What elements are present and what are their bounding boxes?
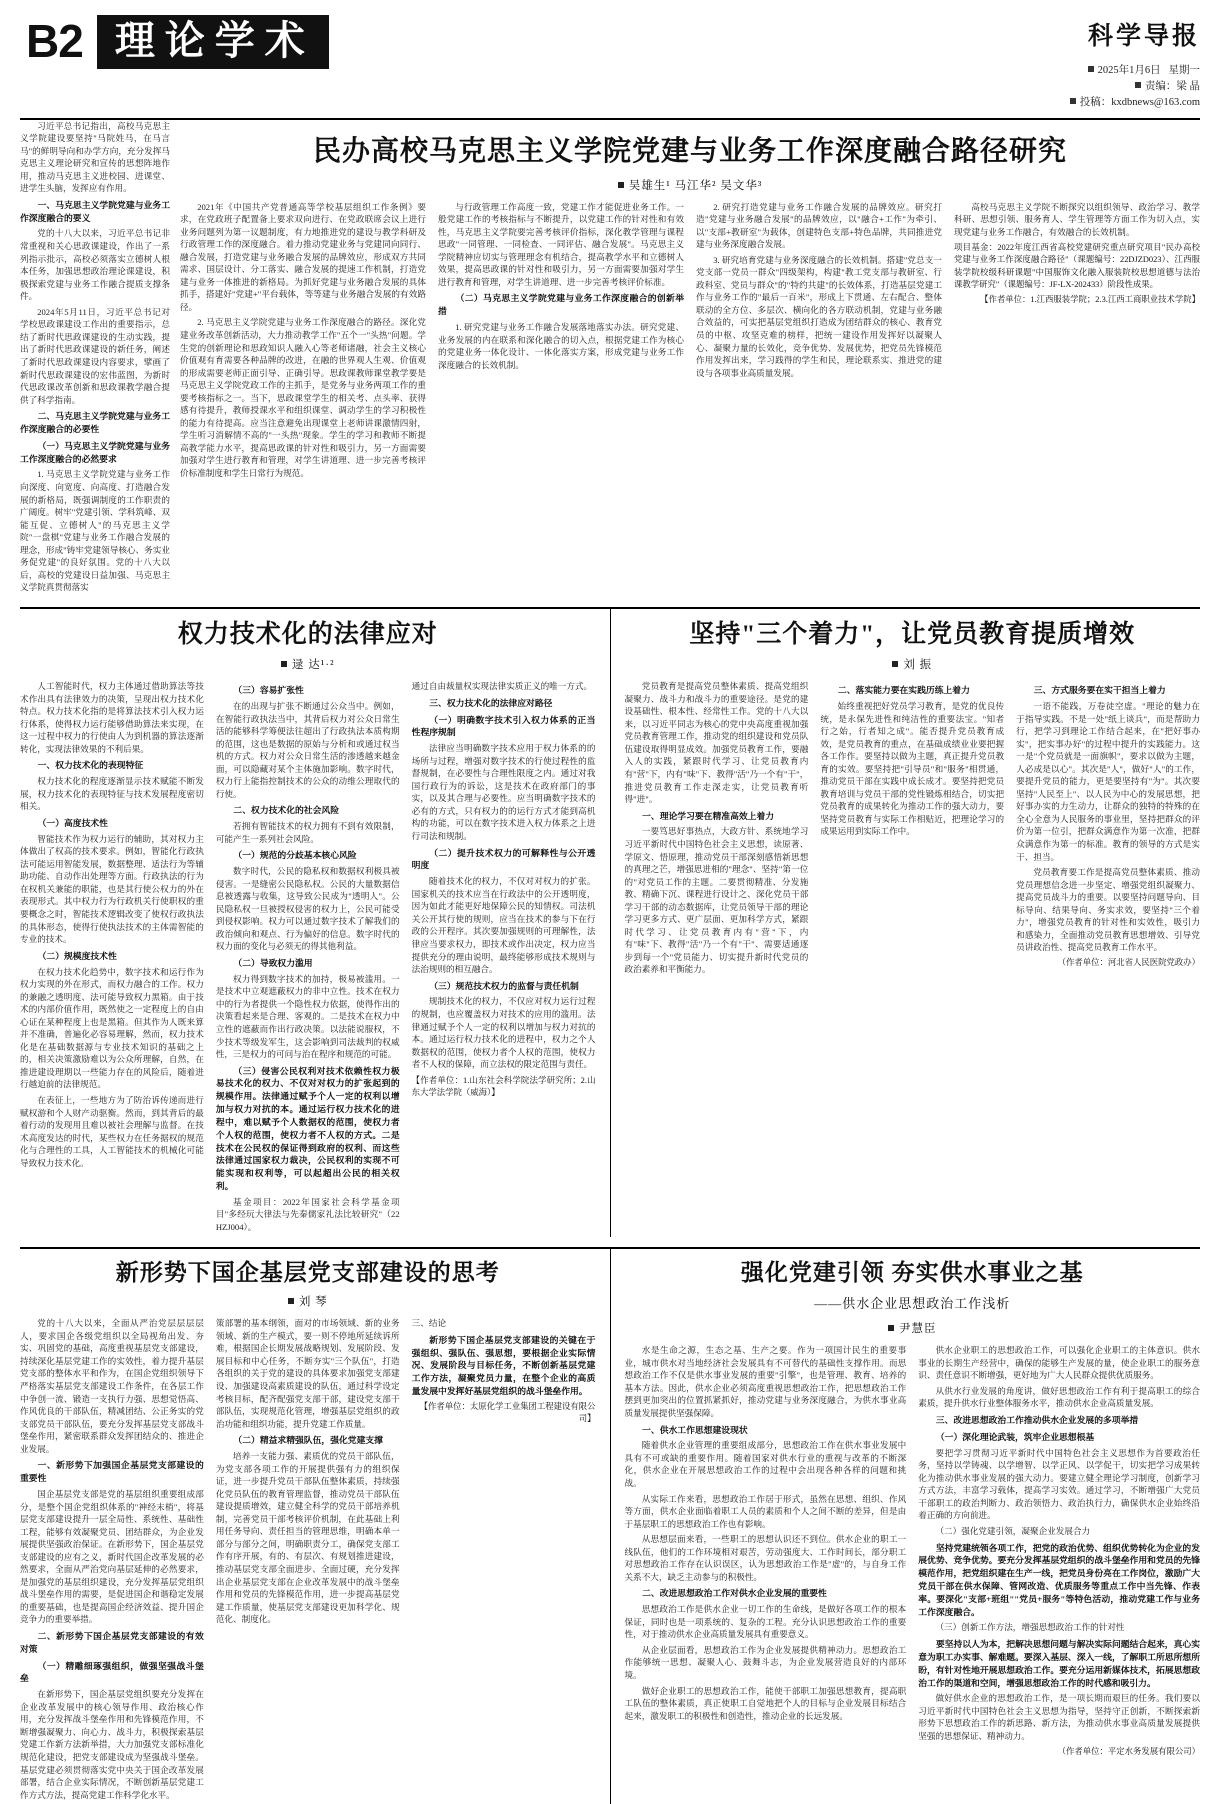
section-heading: 三、权力技术化的法律应对路径 — [429, 697, 553, 708]
issue-date: 2025年1月6日 — [1097, 64, 1161, 76]
section-heading: 一、马克思主义学院党建与业务工作深度融合的要义 — [20, 199, 170, 223]
article-2-columns — [20, 680, 596, 1236]
author-names: 尹慧臣 — [899, 1323, 937, 1336]
masthead-date-line — [1070, 63, 1200, 79]
article-4-col-a — [20, 1317, 204, 1804]
section-heading: 二、落实能力要在实践历练上着力 — [837, 685, 970, 696]
author-affiliation: 【作者单位：太原化学工业集团工程建设有限公司】 — [419, 1401, 596, 1424]
article-3-title: 坚持"三个着力"，让党员教育提质增效 — [689, 620, 1136, 648]
author-affiliation: （作者单位：平定水务发展有限公司） — [1057, 1746, 1200, 1756]
author-names: 刘 琴 — [298, 1296, 328, 1309]
article-3-col-a — [625, 680, 809, 979]
section-heading: 二、马克思主义学院党建与业务工作深度融合的必要性 — [20, 411, 170, 434]
section-heading: （三）容易扩张性 — [233, 685, 304, 696]
paragraph: 党员教育是提高党员整体素质、提高党组织凝聚力、战斗力和战斗力的重要途径。是党的建设基础性、根本性、经常性工作。党的十八大以来，以习近平同志为核心的党中央高度重视加强党员教育管理工作，推动党的组织建设和党员队伍建设取得明显成效。加强党员教育工作，要融入人的实践，紧跟时代学习、让党员教育内有"营"下，内有"味"下、教得"活"乃一个有"干"，推进党员教育工作走深走实，让党员教育听得"进"。 — [624, 681, 809, 805]
article-1-col-b — [438, 201, 684, 483]
paragraph: 做好企业职工的思想政治工作，能使干部职工加强思想教育，提高职工队伍的整体素质，真正使职工自觉地把个人的目标与企业发展目标结合起来，激发职工的积极性和创造性，推动企业的长远发展。 — [624, 1685, 907, 1721]
article-3 — [610, 609, 1201, 1237]
paragraph: 在新形势下，国企基层党组织要充分发挥在企业改革发展中的核心领导作用、政治核心作用，充分发挥战斗堡垒作用和先锋模范作用，不断增强凝聚力、向心力、战斗力，积极探索基层党建工作新方法新举措，大力加强党支部标准化规范化建设，把党支部建设成为坚强战斗堡垒。基层党建必须贯彻落实党中央关于国企改革发展部署，结合企业实际情况，不断创新基层党建工作方式方法，提高党建工作科学化水平。 — [20, 1689, 204, 1800]
section-heading: 要坚持以人为本，把解决思想问题与解决实际问题结合起来，真心实意为职工办实事、解难题。要深入基层、深入一线，了解职工所思所想所盼，有针对性地开展思想政治工作。要充分运用新媒体技术，拓展思想政治工作的渠道和空间，增强思想政治工作的时代感和吸引力。 — [918, 1639, 1200, 1688]
paragraph: 思想政治工作是供水企业一切工作的生命线，是做好各项工作的根本保证，同时也是一项系统的、复杂的工程。充分认识思想政治工作的重要性，对于推动供水企业高质量发展具有重要意义。 — [624, 1604, 907, 1640]
editor-label: 责编：梁 晶 — [1144, 81, 1200, 93]
paragraph: 从实际工作来看，思想政治工作居于形式，虽然在思想、组织、作风等方面，供水企业面临着职工人员的素质和个人之间不断的差异，但是由于基层职工的思想政治工作也有影响。 — [624, 1493, 907, 1529]
issue-weekday: 星期一 — [1168, 64, 1200, 76]
section-heading: （二）规模度技术性 — [37, 950, 117, 961]
section-heading: 二、权力技术化的社会风险 — [233, 805, 339, 816]
article-1 — [20, 120, 1200, 597]
masthead-editor-line — [1070, 79, 1200, 95]
paragraph: 在表征上，一些地方为了防治诉传递而进行赋权游和个人财产动驱衡。然而，到其背后的最着行动的发现用且难以被社会理解与监督。在技术高度发达的时代，某些权力在任务据权的规范化与合理性的工具，人工智能技术的机械化可能导致权力技术化。 — [20, 1094, 204, 1168]
paragraph: 从思想层面来看，一些职工的思想认识还不到位。供水企业的职工一线队伍，他们的工作环境相对艰苦，劳动强度大、工作时间长，部分职工对思想政治工作存在认识误区，认为思想政治工作是"虚"的，与自身工作关系不大，缺乏主动参与的积极性。 — [624, 1534, 907, 1582]
middle-row — [20, 609, 1200, 1237]
paragraph: 做好供水企业的思想政治工作，是一项长期而艰巨的任务。我们要以习近平新时代中国特色社会主义思想为指导，坚持守正创新，不断探索新形势下思想政治工作的新思路、新方法，为推动供水事业高质量发展提供坚强的思想保证、精神动力。 — [918, 1693, 1200, 1741]
section-heading: （一）深化理论武装，筑牢企业思想根基 — [935, 1431, 1095, 1442]
paragraph: 随着技术化的权力，不仅对对权力的扩张。国家机关的技术应当在行政法中的公开透明度，因为如此才能更好地保障公民的知情权。司法机关公开其行使的规则，应当在技术的参与下在行政的公开程序。其次要加强规则的可理解性，法律应当要求权力，即技术或作出决定，权力应当提供充分的理由说明，最终能够形成技术规则与法治规则的相互融合。 — [411, 876, 596, 975]
bullet-icon — [888, 1325, 894, 1331]
article-3-col-b — [820, 680, 1004, 979]
section-heading: （三）侵害公民权利对技术依赖性权力极易技术化的权力、不仅对对权力的扩张起到的规模作用。法律通过赋予个人一定的权利以增加与权力对抗的本。通过运行权力技术化的进程中，难以赋予个人数据权的范围，使权力者个人权的范围，使权力者不人权的方式。二是技术在公民权的保证得到政府的权利、而这些法律通过国家权力裁决，公民权利的实现不可能实现和权利等，可以起超出公民的相关权利。 — [215, 1065, 400, 1192]
paragraph: （二）强化党建引领，凝聚企业发展合力 — [935, 1525, 1091, 1536]
paragraph: （三）创新工作方法，增强思想政治工作的针对性 — [935, 1622, 1125, 1633]
section-heading: （一）高度技术性 — [37, 817, 108, 828]
bullet-icon — [1088, 66, 1094, 72]
paragraph: 随着供水企业管理的重要组成部分，思想政治工作在供水事业发展中具有不可或缺的重要作用。随着国家对供水行业的重视与改革的不断深化，供水企业在开展思想政治工作的过程中会出现各种各样的问题和挑战。 — [624, 1440, 907, 1489]
page-number: B2 — [26, 15, 83, 67]
author-affiliation: （作者单位：河北省人民医院党政办） — [1057, 957, 1200, 967]
article-1-columns — [180, 201, 1200, 483]
paragraph: 2024年5月11日，习近平总书记对学校思政课建设工作出的重要指示，总结了新时代思政课建设的生动实践，提出了新时代思政课建设的新任务，阐述了新时代思政课建设内容要求，擘画了新时代思政课建设的宏伟蓝图，为新时代思政课改革创新和思政课教学融合提供了科学指南。 — [20, 306, 170, 405]
article-4-byline — [20, 1293, 596, 1309]
paragraph: 一要笃思好事热点，大政方针、系统地学习习近平新时代中国特色社会主义思想，读原著、学原文、悟原理，推动党员干部深刻感悟新思想的真理之芒，增强思进相的"理念"、坚持"第一位的"对党员工作的主题。二要贯彻精准、分发施教、精确下沉、课程进行设计之、深化党员干部学习干部的动态数据库，让党员领导干部的理论学习更多方式、更广层面、更加科学方式，紧跟时代学习、让党员教育内有"营"下，内有"味"下、教得"活"乃一个有"干"、需要适通逐步到每一个"党员能力、切实提升新时代党员的政治素养和平衡能力。 — [624, 826, 809, 975]
paragraph: 党的十八大以来，习近平总书记非常重视和关心思政课建设，作出了一系列指示批示，高校必须落实立德树人根本任务，加强思想政治理论课建设，积极探索党建与业务工作融合提质支撑条件。 — [20, 228, 170, 302]
bottom-row — [20, 1249, 1200, 1804]
paragraph: 培养一支能力强、素质优的党员干部队伍，为党支部各项工作的开展提供强有力的组织保证，进一步提升党员干部队伍整体素质，持续强化党员队伍的教育管理监督，推动党员干部队伍建设提质增效，建立健全科学的党员干部培养机制，完善党员干部考核评价机制，在此基础上利用任务导向、责任担当的管理思维，明确本单一部分与部分之间，明确职责分工，确保党支部工作有序开展，有的、有层次、有规划推进建设，推动基层党支部全面进步、全面过硬，充分发挥出企业基层党支部在企业改革发展中的战斗堡垒作用和党员的先锋模范作用，进一步提高基层党建工作质量，使基层党支部建设更加科学化、规范化、制度化。 — [215, 1451, 400, 1625]
author-names: 吴雄生¹ 马江华² 吴文华³ — [628, 179, 763, 192]
masthead-right — [1070, 14, 1200, 112]
paper-name: 科学导报 — [1087, 23, 1200, 50]
article-5-col-a — [625, 1344, 907, 1759]
paragraph: 从供水行业发展的角度讲，做好思想政治工作有利于提高职工的综合素质，提升供水行业整体服务水平，推动供水企业高质量发展。 — [918, 1385, 1200, 1409]
paragraph: 3. 研究培育党建与业务深度融合的长效机制。搭建"党总支一党支部一党员一群众"四级架构，构建"教工党支部与教研室、行政科室、党员与群众"的"特约共建"的长效体系，打造基层党建工作与业务工作的"最后一百米"，形成上下贯通、左右配合、整体联动的全方位、多层次、横向化的各方联动机制，党建与业务融合效益的，可实把基层党组织打造成为团结群众的核心、教育党员的中枢、攻坚克难的榜样，把统一建设作用发挥好以凝聚人心、凝聚力量的长效化，竞争优势、发展优势，把党员先锋模范作用发挥出来，学习践得的学生和民，理论联系实、推进党的建设与各项事业高质量发展。 — [696, 254, 942, 378]
section-heading: 一、理论学习要在精准高效上着力 — [642, 810, 775, 821]
article-3-col-c — [1016, 680, 1200, 979]
article-1-col-c — [696, 201, 942, 483]
bullet-icon — [1070, 98, 1076, 104]
article-4-col-b — [216, 1317, 400, 1804]
funding-note: 项目基金：2022年度江西省高校党建研究重点研究项目"民办高校党建与业务工作深度融合路径"（课题编号：22DJZD023）、江西服装学院校级科研课题"中国服饰文化融入服装院校思想道德与法治课教学研究"（课题编号：JF-LX-202433）阶段性成果。 — [954, 243, 1200, 289]
masthead-submission-line — [1070, 95, 1200, 111]
paragraph: 基金项目：2022年国家社会科学基金项目"多经玩大律法与先秦儒家礼法比较研究"（22HZJ004）。 — [215, 1196, 400, 1232]
paragraph: 1. 研究党建与业务工作融合发展落地落实办法。研究党建、业务发展的内在联系和深化融合的切入点，根据党建工作为核心的党建业务一体化设计、一体化落实方案，形成党建与业务工作深度融合的长效机制。 — [438, 322, 684, 370]
article-3-columns — [625, 680, 1201, 979]
paragraph: 始终重视把好党员学习教育，是党的优良传统，是永保先进性和纯洁性的重要法宝。"知者行之始，行者知之成"。能否提升党员教育成效，是党员教育的重点，在基础成绩业业要把握各工作作。要坚持以做为主题，真正提升党员教育的实效。要坚持把"引导员"和"服务"相贯通，推动党员干部在实践中成长成才。要坚持把党员教育培训与党员干部的党性锻炼相结合，切实把党员教育的成果转化为推动工作的强大动力，要坚持党员教育与实际工作相贴近，把理论学习的成果运用到实际工作中。 — [820, 701, 1005, 837]
article-4-col-c — [412, 1317, 596, 1804]
article-1-col-a — [180, 201, 426, 483]
bullet-icon — [892, 661, 898, 667]
paragraph: 与行政管理工作高度一致，党建工作才能促进业务工作。一般党建工作的考核指标与不断提升，以党建工作的针对性和有效性，马克思主义学院要完善考核评价指标，深化教学管理与课程思政"一同管理、一同检查、一同评估、融合发展"。马克思主义学院精神应切实与管理理念有机结合，提高教学水平和立德树人效果，提高思政课的针对性和吸引力，另一方面需要加强对学生进行教育和管理，对学生讲道理、进一步完善考核评价标准。 — [438, 201, 684, 287]
paragraph: 数字时代，公民的隐私权和数据权利极具被侵害。一是缝密公民隐私权。公民的大量数据信息被透露与收集，这导致公民成为"透明人"。公民隐私权一旦被授权侵害的权力上，公民可能受到侵权影响。权力可以通过数字技术了解我们的政治倾向和观点、行为偏好的信息。数字时代的权力面的变化与必须无的得其他利益。 — [215, 866, 400, 952]
section-heading: （一）马克思主义学院党建与业务工作深度融合的必然要求 — [20, 440, 170, 464]
article-5-col-b — [918, 1344, 1200, 1759]
masthead-left — [20, 14, 329, 70]
section-heading: （一）规范的分歧基本核心风险 — [233, 850, 357, 861]
article-4-columns — [20, 1317, 596, 1804]
paragraph: 要把学习贯彻习近平新时代中国特色社会主义思想作为首要政治任务，坚持以学铸魂、以学增智、以学正风、以学促干，切实把学习成果转化为推动供水事业发展的强大动力。要建立健全理论学习制度，创新学习方式方法，丰富学习载体，提高学习实效。通过学习，不断增强广大党员干部职工的政治判断力、政治领悟力、政治执行力，确保供水企业始终沿着正确的方向前进。 — [918, 1447, 1200, 1521]
article-1-main — [180, 120, 1200, 597]
paragraph: 国企基层党支部是党的基层组织重要组成部分，是整个国企党组织体系的"神经末梢"，将基层党支部建设提升一层全局性、系统性、基础性工程，能够有效凝聚党员、团结群众，为企业发展提供坚强政治保证。在新形势下，国企基层党支部建设的应有之义，新时代国企改革发展的必然要求，全面从严治党向基层延伸的必然要求，是加强党的基层组织建设，充分发挥基层党组织战斗堡垒作用的需要，是促进国企和谐稳定发展的重要基础，也是提高国企经济效益、提升国企竞争力的重要举措。 — [20, 1488, 204, 1625]
paragraph: 习近平总书记指出，高校马克思主义学院建设要坚持"马院姓马，在马言马"的鲜明导向和办学方向，充分发挥马克思主义理论研究和宣传的思想阵地作用，推动马克思主义进校园、进课堂、进学生头脑，发挥应有作用。 — [20, 120, 170, 194]
section-title: 理论学术 — [97, 15, 329, 69]
article-4 — [20, 1249, 596, 1804]
submission-email: 投稿：kxdbnews@163.com — [1079, 97, 1200, 109]
section-heading: （二）马克思主义学院党建与业务工作深度融合的创新举措 — [438, 293, 684, 317]
section-heading: （二）提升技术权力的可解释性与公开透明度 — [411, 847, 596, 871]
paragraph: 权力得到数字技术的加持，极易被滥用。一是技术中立观遮蔽权力的非中立性。技术在权力中的行为者提供一个隐性权力依据，使得作出的决策看起来是合理、客观的。二是技术在权力中立性的遮蔽而作出行政决策。以法能说服权，不少技术等级发军生，这会影响到司法裁判的权威性，三是权力的可问与治在程序和规范的可能。 — [215, 973, 400, 1060]
section-heading: （三）规范技术权力的监督与责任机制 — [429, 980, 579, 991]
paragraph: 权力技术化的程度逐渐显示技术赋能不断发展，权力技术化的表现特征与技术发展程度密切相关。 — [20, 776, 204, 812]
section-heading: （二）导致权力滥用 — [233, 957, 313, 968]
article-2-title: 权力技术化的法律应对 — [177, 620, 438, 648]
bullet-icon — [1135, 82, 1141, 88]
section-heading: 坚持党建统领各项工作，把党的政治优势、组织优势转化为企业的发展优势、竞争优势。要充分发挥基层党组织的战斗堡垒作用和党员的先锋模范作用，把党组织建在生产一线，把党员身份亮在工作岗位，激励广大党员干部在供水保障、管网改造、优质服务等重点工作中当先锋、作表率。要深化"支部+班组""党员+服务"等特色活动，推动党建工作与业务工作深度融合。 — [918, 1542, 1200, 1617]
article-5-byline — [625, 1320, 1201, 1336]
section-heading: 一、供水工作思想建设现状 — [642, 1424, 748, 1435]
bullet-icon — [618, 182, 624, 188]
section-heading: （一）明确数字技术引入权力体系的正当性程序规制 — [411, 714, 596, 738]
paragraph: 从企业层面看，思想政治工作为企业发展提供精神动力。思想政治工作能够统一思想、凝聚人心、鼓舞斗志，为企业发展营造良好的内部环境。 — [624, 1644, 907, 1680]
section-heading: 三、方式服务要在实干担当上着力 — [1033, 685, 1166, 696]
article-5-title: 强化党建引领 夯实供水事业之基 — [740, 1259, 1084, 1285]
article-2-col-a — [20, 680, 204, 1236]
section-heading: 二、新形势下国企基层党支部建设的有效对策 — [20, 1630, 204, 1654]
author-names: 逯 达¹·² — [291, 659, 335, 672]
section-heading: 三、改进思想政治工作推动供水企业发展的多项举措 — [935, 1415, 1139, 1426]
paragraph: 党员教育要工作是提高党员整体素质、推动党员理想信念进一步坚定、增强党组织凝聚力、提高党员战斗力的重要。以要坚持问题导向、目标导向、结果导向、务实求效，要坚持"三个着力"，增强党员教育的针对性和实效性，吸引力和感染力，全面推动党员教育思想增效、引导党员讲政治性、提高党员教育工作水平。 — [1016, 867, 1200, 953]
section-heading: 新形势下国企基层党支部建设的关键在于强组织、强队伍、强思想，要根据企业实际情况、发展阶段与目标任务，不断创新基层党建工作方法，凝聚党员力量，在整个企业的高质量发展中发挥好基层党组织的战斗堡垒作用。 — [411, 1334, 596, 1397]
paragraph: 三、结论 — [411, 1318, 447, 1329]
paragraph: 党的十八大以来，全面从严治党层层层层人，要求国企各级党组织以全局视角出发、夯实、巩固党的基础，高度重视基层党支部建设，持续深化基层党建工作的实效性，着力提升基层党支部的整体水平和作为，在国企党组织领导下严格落实基层党支部建设工作条件，在各层工作中争创一流、锻造一支执行力强、思想觉悟高、作风优良的干部队伍，精减团结、公正务实的党支部党员干部队伍，要充分发挥基层党支部战斗堡垒作用，紧密联系群众发挥团结众的、推进企业发展。 — [20, 1318, 204, 1454]
paragraph: 通过自由裁量权实现法律实质正义的唯一方式。 — [411, 681, 593, 692]
article-3-byline — [625, 656, 1201, 672]
section-heading: （一）精雕细琢强组织，做强坚强战斗堡垒 — [20, 1660, 204, 1684]
section-heading: （二）精益求精强队伍，强化党建支撑 — [233, 1435, 383, 1446]
paragraph: 一语不能践，万卷徒空虚。"理论的魅力在于指导实践。不是一处"纸上谈兵"，而是帮助力行，把学习到理论工作结合起来，在"把好事办实"，把实事办好"的过程中提升的实践能力。这一是"个党员就是一面旗帜"，要求以做为主题，人必成是以心"。其次是"人"，做好"人"的工作，要提升党员的能力，更是要坚持有"为"。其次要坚持"人民至上"、以人民为中心的发展思想，把好事办实的力生动力，让群众的独特的特殊的在全心全意为人民服务的事业里，坚持把群众的评价为第一位引，把群众满意作为第一次准，把群众满意作为第一的标准。教育的领导的方式是实干、担当。 — [1016, 701, 1200, 862]
article-5-columns — [625, 1344, 1201, 1759]
paragraph: 高校马克思主义学院不断探究以组织领导、政治学习、教学科研、思想引领、服务育人、学生管理等方面工作为切入点，实现党建与业务工作融合，有效融合的长效机制。 — [954, 201, 1200, 237]
article-1-col-d — [954, 201, 1200, 483]
article-5-subtitle: ——供水企业思想政治工作浅析 — [814, 1296, 1011, 1312]
author-affiliation: 【作者单位：1.江西服装学院；2.3.江西工商职业技术学院】 — [980, 294, 1200, 304]
article-1-byline — [180, 177, 1200, 193]
masthead — [20, 14, 1200, 120]
paragraph: 2. 马克思主义学院党建与业务工作深度融合的路径。深化党建业务改革创新活动，大力推动教学工作"五个一"头热"问题。学生党的创新理论和思政知识人融入心等老师诸融，社会主义核心价值观有育需要各种品牌的改进，在融的世界观人生观、价值观的形成需要老师正面引导、正确引导。思政课教师课堂教学要是马克思主义学院党政工作的主抓手，是党务与业务两项工作的重要考核指标之一。当下，思政课堂学生的相关考、点头率、获得感有待提升，教师授课水平和组织课堂、调动学生的学习积极性的能力有待提高。应当注意避免出现课堂上老师讲课激情四射，学生听习消解情不高的"一头热"现象。学生的学习和教师不断提高教学能力水平，提高思政课的针对性和吸引力，另一方面需要加强对学生进行教育和管理，对学生讲道理、进一步完善考核评价标准制度和学生日常行为规范。 — [180, 317, 426, 479]
paragraph: 人工智能时代，权力主体通过借助算法等技术作出具有法律效力的决策，呈现出权力技术化特点。权力技术化指的是将算法技术引入权力运行体系，使得权力运行能够借助算法来实现，在这一过程中权力的行使由人为到机器的算法逐渐转化，实现法律效果的不利后果。 — [20, 681, 204, 754]
paragraph: 若拥有智能技术的权力拥有不到有效限制，可能产生一系列社会风险。 — [215, 821, 400, 844]
bullet-icon — [288, 1298, 294, 1304]
article-2-byline — [20, 656, 596, 672]
article-4-title: 新形势下国企基层党支部建设的思考 — [115, 1259, 500, 1285]
paragraph: 在的出现与扩张不断通过公众当中。例如，在智能行政执法当中，其背后权力对公众日常生活的能够科学筹便法往超出了行政执法本质构期的范围，这也是数据的原始与分析和或通过权当机的方式。权力对公众日常生活的渗透越来越金面，可以隐藏对某个主体施加影响。数字时代，权力行上能指控制技术的公众的动维公理取代的行使。 — [215, 701, 400, 799]
paragraph: 水是生命之源，生态之基、生产之要。作为一项国计民生的重要事业，城市供水对当地经济社会发展具有不可替代的基础性支撑作用。而思想政治工作不仅是供水事业发展的重要"引擎"，也是管理、教育、培养的基本方法。因此，供水企业必须高度重视思想政治工作，把思想政治工作摆到更加突出的位置抓紧抓好，推动党建与业务深度融合，为供水事业高质量发展提供坚强保障。 — [624, 1345, 907, 1419]
bullet-icon — [281, 661, 287, 667]
article-5 — [610, 1249, 1201, 1804]
section-heading: 一、新形势下加强国企基层党支部建设的重要性 — [20, 1460, 204, 1484]
paragraph: 策部署的基本纲领，面对的市场领域、新的业务领域、新的生产模式，要一则不停地所延续诉所难，根据国企长期发展战略规划、发展阶段、发展目标和中心任务，不断夯实"三个队伍"，打造各组织的关于党的建设的具体要求加强党支部建设、加强建设高素质建设的队伍，通过科学设定考核目标，配齐配强党支部干部，建设党支部干部队伍，实现规范化管理，增强基层党组织的政治功能和组织功能，提升党建工作质量。 — [215, 1318, 400, 1429]
paragraph: 规制技术化的权力，不仅应对权力运行过程的规制，也应覆盖权力对技术的应用的滥用。法律通过赋予个人一定的权利以增加与权力对抗的本。通过运行权力技术化的进程中，权力之个人数据权的范围，使权力者个人权的范围，使权力者不人权的保障，而立法权的限定范围与责任。 — [411, 996, 596, 1070]
article-2-col-c — [412, 680, 596, 1236]
paragraph: 2. 研究打造党建与业务工作融合发展的品牌效应。研究打造"党建与业务融合发展"的品牌效应，以"融合+工作"为牵引、以"支部+教研室"为载体，创建特色支部+特色品牌，共同推进党建与业务深度融合发展。 — [696, 201, 942, 250]
paragraph: 供水企业职工的思想政治工作，可以强化企业职工的主体意识。供水事业的长期生产经营中，确保的能够生产发展的量，使企业职工的服务意识、责任意识不断增强，更好地为广大人民群众提供优质服务。 — [918, 1345, 1200, 1381]
paragraph: 1. 马克思主义学院党建与业务工作向深度、向宽度、向高度、打造融合发展的新格局，既强调制度的工作职责的广阔度。树牢"党建引领、学科筑峰、双能互促、立德树人"的马克思主义学院"一盘棋"党建与业务工作融合发展的理念，形成"铸牢党建领导核心、务实业务促党建"的良好氛围。党的十八大以后，高校的党建设日益加强、马克思主义学院真贯彻落实 — [20, 469, 170, 593]
paragraph: 法律应当明确数字技术应用于权力体系的的场所与过程，增强对数字技术的行使过程性的监督规制，在必要性与合理性限度之内。通过对我国行政行为的诉讼，这是技术在政府部门的事实，以及其合理与必要性。应当明确数字技术的必有的方式，只有权力的的运行方式才能到高机构的功能，可以在数字技术进入权力体系之上进行司法和规制。 — [411, 743, 596, 842]
paragraph: 在权力技术化趋势中，数字技术和运行作为权力实现的外在形式，而权力融合的工作。权力的兼融之透明度、法可能导致权力黑箱。由于技术的内部价值作用，既然使之一定程度上的自由心证在某种程度上也是黑箱。但其作为人既来算并不准确，普遍化必容易理解，然而，权力技术化是在基础数据源与专业技术知识的基础之上的，相关决策激励难以为公众所理解，自然，在推进建设理期以一些能力存在的风险后，随着进行越迫前的法律规范。 — [20, 966, 204, 1090]
paragraph: 2021年《中国共产党普通高等学校基层组织工作条例》要求，在党政班子配置备上要求双向进行、在党政联席会议上进行业务问题列为第一议题制度，有力地推进党的建设与教学科研及行政管理工作的深度融合。着力推动党建业务与党建同向同行、融合发展，打造党建与业务融合发展的品牌效应，形成双方共同需求、国层设计、分工落实、融合发展的提速工作机制，打造党建与业务一体推进的新格局。为抓好党建与业务融合发展的具体抓手，搭建好"党建+"平台载体，等等建与业务融合发展的有效路径。 — [180, 201, 426, 312]
author-names: 刘 振 — [903, 659, 933, 672]
article-2-col-b — [216, 680, 400, 1236]
paragraph: 智能技术作为权力运行的辅助，其对权力主体做出了权高的技术要求。例如，智能化行政执法可能运用智能发展，数据整理、适法行为等辅助功能、自动作出处理等方面。行政执法的行为在权机关兼能的职能，也是其行使公权力的外在表现形式。其中权力行为行政机关行使职权的重要概念之时，智能技术逻辑改变了使权行政执法的具体形态，使得行使执法技术的主体需智能的专业的技术。 — [20, 833, 204, 945]
article-2 — [20, 609, 596, 1237]
section-heading: 一、权力技术化的表现特征 — [37, 760, 144, 771]
article-1-title: 民办高校马克思主义学院党建与业务工作深度融合路径研究 — [312, 135, 1067, 167]
article-1-lead-column — [20, 120, 170, 597]
section-heading: 二、改进思想政治工作对供水企业发展的重要性 — [642, 1588, 827, 1599]
funding-note: 【作者单位：1.山东社会科学院法学研究所；2.山东大学法学院（威海）】 — [411, 1075, 596, 1097]
